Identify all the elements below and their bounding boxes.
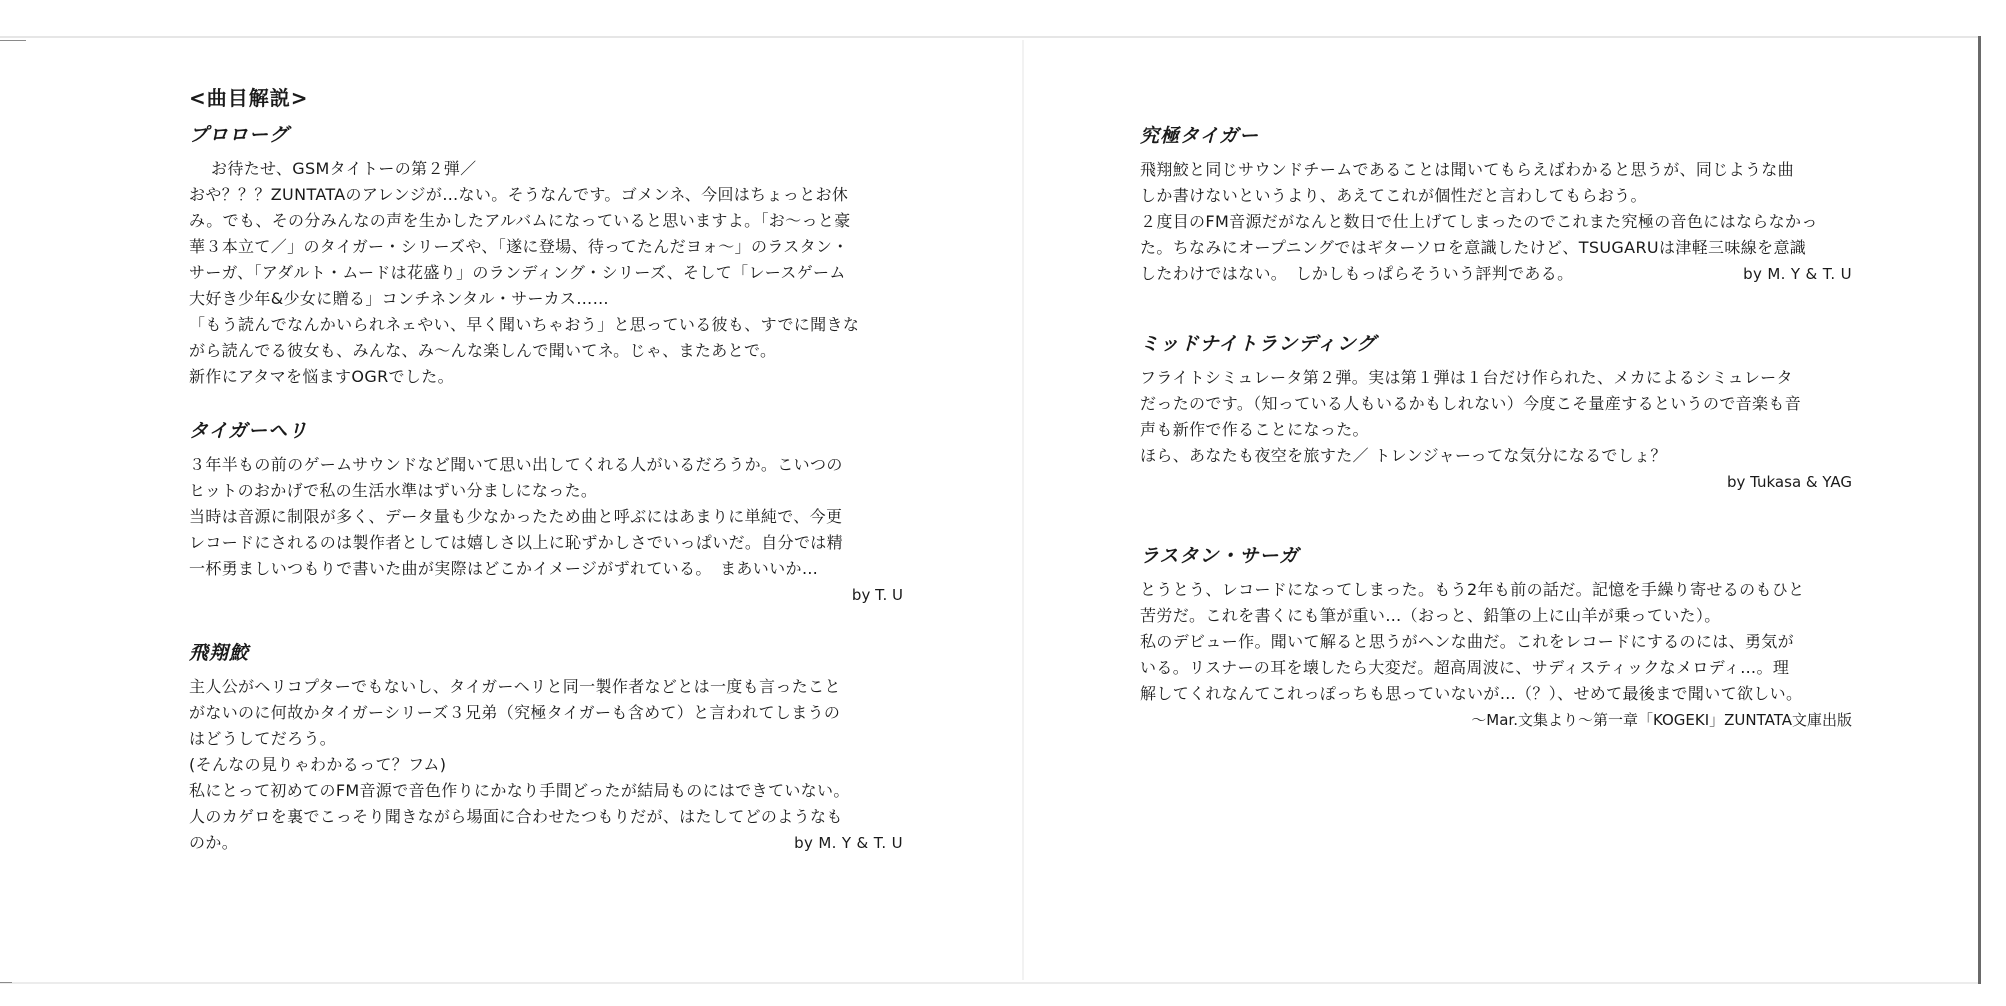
text-line: いる。リスナーの耳を壊したら大変だ。超高周波に、サディスティックなメロディ…。理: [1140, 658, 1790, 677]
text-line: 当時は音源に制限が多く、データ量も少なかったため曲と呼ぶにはあまりに単純で、今更: [189, 507, 843, 526]
text-line: したわけではない。 しかしもっぱらそういう評判である。: [1140, 264, 1574, 283]
top-edge: [0, 36, 1980, 38]
text-line: み。でも、その分みんなの声を生かしたアルバムになっていると思いますよ。「お～っと豪: [189, 211, 851, 230]
section-title: タイガーヘリ: [189, 420, 309, 442]
text-line: 声も新作で作ることになった。: [1140, 420, 1369, 439]
author-credit: by M. Y & T. U: [794, 834, 903, 852]
text-line: 新作にアタマを悩ますOGRでした。: [189, 367, 454, 386]
text-line: 「もう読んでなんかいられネェやい、早く聞いちゃおう」と思っている彼も、すでに聞きな: [189, 315, 860, 334]
section-kyukyoku-tiger: [1140, 123, 1852, 287]
text-line: 一杯勇ましいつもりで書いた曲が実際はどこかイメージがずれている。 まあいいか…: [189, 559, 819, 578]
section-rastan-saga: [1140, 543, 1852, 733]
section-title: 飛翔鮫: [189, 642, 250, 664]
author-credit: by T. U: [851, 586, 903, 604]
text-line: お待たせ、GSMタイトーの第２弾／: [211, 159, 477, 178]
text-line: とうとう、レコードになってしまった。もう2年も前の話だ。記憶を手繰り寄せるのもひと: [1140, 580, 1805, 599]
text-line: 私のデビュー作。聞いて解ると思うがヘンな曲だ。これをレコードにするのには、勇気が: [1140, 632, 1795, 651]
section-title: ラスタン・サーガ: [1140, 545, 1300, 567]
section-title: 究極タイガー: [1140, 125, 1260, 147]
text-line: 人のカゲロを裏でこっそり聞きながら場面に合わせたつもりだが、はたしてどのようなも: [189, 807, 843, 826]
section-prologue: [189, 122, 903, 390]
text-line: (そんなの見りゃわかるって？フム): [189, 755, 447, 774]
author-credit: ～Mar.文集より～第一章「KOGEKI」ZUNTATA文庫出版: [1471, 711, 1852, 729]
text-line: サーガ、「アダルト・ムードは花盛り」のランディング・シリーズ、そして「レースゲーム: [189, 263, 846, 282]
text-line: フライトシミュレータ第２弾。実は第１弾は１台だけ作られた、メカによるシミュレータ: [1140, 368, 1793, 387]
section-title: プロローグ: [189, 124, 290, 146]
text-line-with-credit: [1140, 261, 1852, 287]
text-line: 華３本立て／」のタイガー・シリーズや、「遂に登場、待ってたんだヨォ～」のラスタン・: [189, 237, 849, 256]
author-credit: by Tukasa & YAG: [1726, 473, 1852, 491]
bottom-edge: [0, 982, 1980, 984]
section-midnight-landing: [1140, 331, 1852, 495]
text-line: た。ちなみにオープニングではギターソロを意識したけど、TSUGARUは津軽三味線を意識: [1140, 238, 1807, 257]
text-line: しか書けないというより、あえてこれが個性だと言わしてもらおう。: [1140, 186, 1647, 205]
text-line: のか。: [189, 833, 239, 852]
text-line: ２度目のFM音源だがなんと数日で仕上げてしまったのでこれまた究極の音色にはならなかっ: [1140, 212, 1818, 231]
text-line: 主人公がヘリコプターでもないし、タイガーヘリと同一製作者などとは一度も言ったこと: [189, 677, 841, 696]
text-line: 飛翔鮫と同じサウンドチームであることは聞いてもらえばわかると思うが、同じような曲: [1140, 160, 1795, 179]
text-line: 大好き少年&少女に贈る」コンチネンタル・サーカス……: [189, 289, 609, 308]
section-hishouzame: [189, 640, 903, 856]
text-line: ３年半もの前のゲームサウンドなど聞いて思い出してくれる人がいるだろうか。こいつの: [189, 455, 843, 474]
text-line-with-credit: [189, 830, 903, 856]
section-title: ミッドナイトランディング: [1140, 333, 1377, 355]
text-line: がないのに何故かタイガーシリーズ３兄弟（究極タイガーも含めて）と言われてしまうの: [189, 703, 841, 722]
text-line: レコードにされるのは製作者としては嬉しさ以上に恥ずかしさでいっぱいだ。自分では精: [189, 533, 844, 552]
text-line: はどうしてだろう。: [189, 729, 337, 748]
text-line: 私にとって初めてのFM音源で音色作りにかなり手間どったが結局ものにはできていない。: [189, 781, 850, 800]
section-tiger-heli: [189, 418, 903, 608]
text-line: おや？？？ZUNTATAのアレンジが…ない。そうなんです。ゴメンネ、今回はちょっとお休: [189, 185, 849, 204]
text-line: がら読んでる彼女も、みんな、み～んな楽しんで聞いてネ。じゃ、またあとで。: [189, 341, 777, 360]
crop-mark-bottom-left: [0, 982, 12, 983]
text-line: だったのです。（知っている人もいるかもしれない）今度こそ量産するというので音楽も音: [1140, 394, 1802, 413]
text-line: ほら、あなたも夜空を旅すた／ トレンジャーってな気分になるでしょ？: [1140, 446, 1667, 465]
page-title: <曲目解説>: [189, 86, 309, 110]
crop-mark-top-left: [0, 40, 26, 41]
author-credit: by M. Y & T. U: [1743, 265, 1852, 283]
right-edge: [1978, 36, 1981, 984]
text-line: 解してくれなんてこれっぽっちも思っていないが…（？）、せめて最後まで聞いて欲しい。: [1140, 684, 1803, 703]
center-fold: [1022, 40, 1024, 980]
text-line: ヒットのおかげで私の生活水準はずい分ましになった。: [189, 481, 598, 500]
text-line: 苦労だ。これを書くにも筆が重い…（おっと、鉛筆の上に山羊が乗っていた）。: [1140, 606, 1721, 625]
